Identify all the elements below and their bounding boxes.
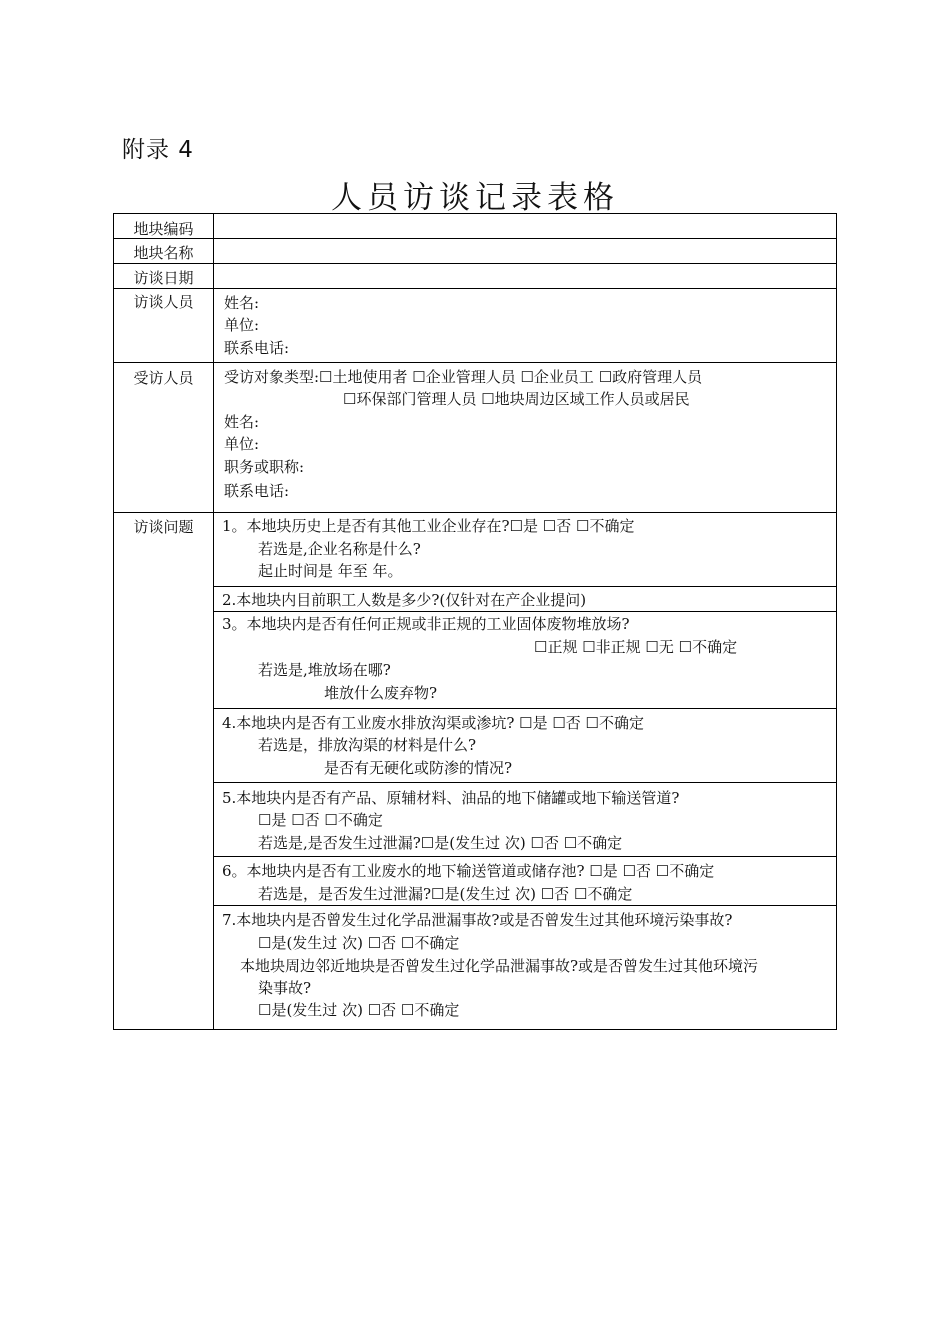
question-divider xyxy=(213,586,836,587)
question-3: 3。本地块内是否有任何正规或非正规的工业固体废物堆放场? xyxy=(222,615,630,633)
label-plot-code: 地块编码 xyxy=(133,220,194,238)
interviewer-unit-label: 单位: xyxy=(224,316,260,334)
row-divider xyxy=(114,362,836,363)
question-divider xyxy=(213,782,836,783)
question-divider xyxy=(213,905,836,906)
question-1: 1。本地块历史上是否有其他工业企业存在?☐是 ☐否 ☐不确定 xyxy=(222,517,635,535)
appendix-label: 附录 4 xyxy=(122,137,194,163)
label-interview-date: 访谈日期 xyxy=(133,269,194,287)
row-divider xyxy=(114,238,836,239)
question-4-seepage: 是否有无硬化或防渗的情况? xyxy=(324,759,513,777)
label-questions: 访谈问题 xyxy=(133,518,194,536)
question-5: 5.本地块内是否有产品、原辅材料、油品的地下储罐或地下输送管道? xyxy=(222,789,680,807)
interview-date-field[interactable] xyxy=(214,265,835,287)
label-interviewer: 访谈人员 xyxy=(133,293,194,311)
question-5-leak: 若选是,是否发生过泄漏?☐是(发生过 次) ☐否 ☐不确定 xyxy=(258,834,623,852)
row-divider xyxy=(114,263,836,264)
plot-name-field[interactable] xyxy=(214,240,835,262)
question-3-waste: 堆放什么废弃物? xyxy=(324,684,438,702)
question-7-neighbor-cont: 染事故? xyxy=(258,979,312,997)
interviewer-name-label: 姓名: xyxy=(224,294,260,312)
plot-code-field[interactable] xyxy=(214,215,835,237)
interviewee-phone-label: 联系电话: xyxy=(224,482,290,500)
label-plot-name: 地块名称 xyxy=(133,244,194,262)
label-interviewee: 受访人员 xyxy=(133,369,194,387)
form-title: 人员访谈记录表格 xyxy=(331,180,619,216)
question-7-options: ☐是(发生过 次) ☐否 ☐不确定 xyxy=(258,934,460,952)
question-6-leak: 若选是，是否发生过泄漏?☐是(发生过 次) ☐否 ☐不确定 xyxy=(258,885,633,903)
interviewee-unit-label: 单位: xyxy=(224,435,260,453)
row-divider xyxy=(114,288,836,289)
question-3-followup: 若选是,堆放场在哪? xyxy=(258,661,391,679)
interviewee-type-options: 受访对象类型:☐土地使用者 ☐企业管理人员 ☐企业员工 ☐政府管理人员 xyxy=(224,368,703,386)
question-1-period: 起止时间是 年至 年。 xyxy=(258,562,403,580)
question-divider xyxy=(213,611,836,612)
question-7-neighbor: 本地块周边邻近地块是否曾发生过化学品泄漏事故?或是否曾发生过其他环境污 xyxy=(240,957,759,975)
question-divider xyxy=(213,708,836,709)
question-7-neighbor-options: ☐是(发生过 次) ☐否 ☐不确定 xyxy=(258,1001,460,1019)
question-6: 6。本地块内是否有工业废水的地下输送管道或储存池? ☐是 ☐否 ☐不确定 xyxy=(222,862,715,880)
row-divider xyxy=(114,512,836,513)
interview-record-form xyxy=(113,213,837,1030)
question-3-options: ☐正规 ☐非正规 ☐无 ☐不确定 xyxy=(534,638,738,656)
question-5-options: ☐是 ☐否 ☐不确定 xyxy=(258,811,383,829)
question-divider xyxy=(213,856,836,857)
question-4-followup: 若选是，排放沟渠的材料是什么? xyxy=(258,736,477,754)
interviewee-title-label: 职务或职称: xyxy=(224,458,305,476)
question-4: 4.本地块内是否有工业废水排放沟渠或渗坑? ☐是 ☐否 ☐不确定 xyxy=(222,714,645,732)
interviewee-type-options-2: ☐环保部门管理人员 ☐地块周边区域工作人员或居民 xyxy=(343,390,690,408)
question-1-followup: 若选是,企业名称是什么? xyxy=(258,540,421,558)
interviewee-name-label: 姓名: xyxy=(224,413,260,431)
interviewer-phone-label: 联系电话: xyxy=(224,339,290,357)
question-2: 2.本地块内目前职工人数是多少?(仅针对在产企业提问) xyxy=(222,591,587,609)
column-divider xyxy=(213,214,214,1029)
question-7: 7.本地块内是否曾发生过化学品泄漏事故?或是否曾发生过其他环境污染事故? xyxy=(222,911,733,929)
